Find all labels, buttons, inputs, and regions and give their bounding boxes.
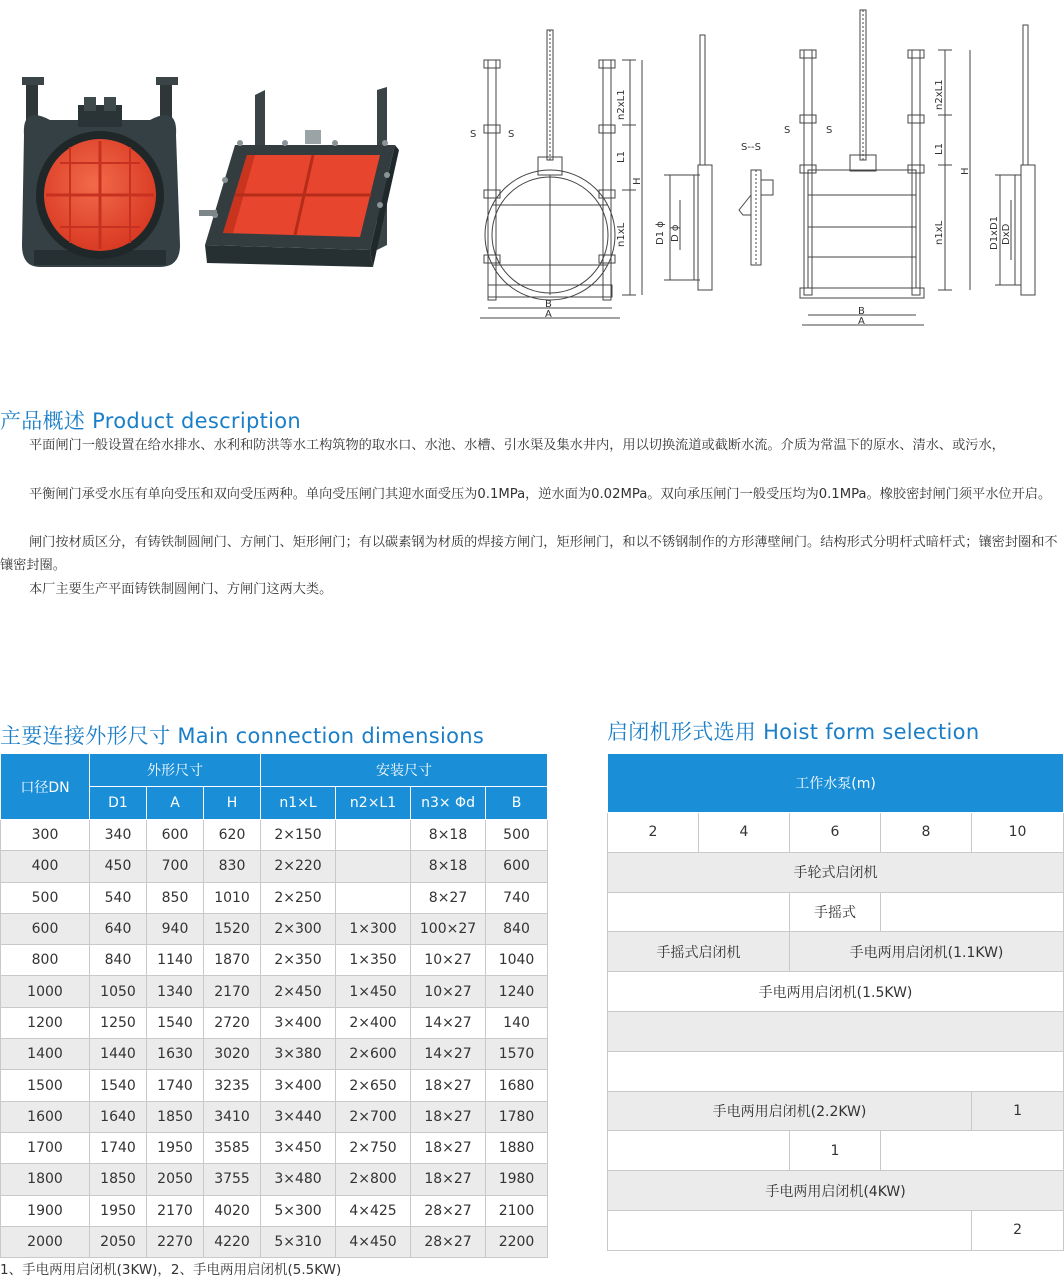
table-cell: 18×27 <box>411 1101 486 1132</box>
table-cell: 10×27 <box>411 976 486 1007</box>
label-a-2: A <box>858 316 865 327</box>
note-ref-1a: 1 <box>972 1091 1064 1131</box>
table-cell: 1900 <box>1 1195 90 1226</box>
table-cell: 1140 <box>147 945 204 976</box>
table-cell: 2270 <box>147 1226 204 1257</box>
table-cell: 2×150 <box>261 820 336 851</box>
empty-cell <box>608 1210 972 1250</box>
table-cell: 8×18 <box>411 820 486 851</box>
table-row <box>1 882 548 913</box>
table-cell: 1040 <box>486 945 548 976</box>
table-cell: 3410 <box>204 1101 261 1132</box>
table-cell: 500 <box>1 882 90 913</box>
table-cell: 5×300 <box>261 1195 336 1226</box>
table-cell: 1740 <box>90 1132 147 1163</box>
dimensions-heading: 主要连接外形尺寸 Main connection dimensions <box>0 724 485 748</box>
table-cell: 700 <box>147 851 204 882</box>
table-cell: 8×27 <box>411 882 486 913</box>
label-n1xl: n1xL <box>616 222 627 247</box>
label-d1xd1: D1xD1 <box>989 215 1000 250</box>
table-cell: 4220 <box>204 1226 261 1257</box>
table-cell: 2×750 <box>336 1132 411 1163</box>
label-s-section: S--S <box>741 142 761 153</box>
hand-crank-hoist: 手摇式启闭机 <box>608 932 790 972</box>
table-cell: 3×440 <box>261 1101 336 1132</box>
hand-crank: 手摇式 <box>790 892 881 932</box>
table-cell: 2×300 <box>261 913 336 944</box>
table-row <box>1 1007 548 1038</box>
square-gate-drawing <box>780 5 980 335</box>
table-cell: 840 <box>90 945 147 976</box>
table-cell: 620 <box>204 820 261 851</box>
table-cell: 18×27 <box>411 1164 486 1195</box>
label-n1xl-2: n1xL <box>934 220 945 245</box>
header-n3xd: n3× Φd <box>411 787 486 820</box>
empty-cell <box>881 1131 1064 1171</box>
header-n2xl1: n2×L1 <box>336 787 411 820</box>
square-gate-side-drawing <box>985 20 1060 305</box>
table-cell: 1440 <box>90 1039 147 1070</box>
table-row <box>1 945 548 976</box>
table-cell: 1880 <box>486 1132 548 1163</box>
table-cell: 600 <box>1 913 90 944</box>
table-cell: 14×27 <box>411 1007 486 1038</box>
table-cell: 2×350 <box>261 945 336 976</box>
table-cell: 1340 <box>147 976 204 1007</box>
table-cell: 1680 <box>486 1070 548 1101</box>
table-cell: 600 <box>486 851 548 882</box>
dimensions-table <box>0 753 548 1258</box>
table-cell: 2170 <box>204 976 261 1007</box>
table-cell: 18×27 <box>411 1132 486 1163</box>
table-cell: 1950 <box>147 1132 204 1163</box>
header-b: B <box>486 787 548 820</box>
head-value-2: 2 <box>608 813 699 853</box>
table-row <box>1 1070 548 1101</box>
table-cell: 1000 <box>1 976 90 1007</box>
label-d1-phi: D1 ϕ <box>655 221 666 245</box>
table-cell: 740 <box>486 882 548 913</box>
hoist-table <box>607 753 1064 1251</box>
empty-cell <box>608 1131 790 1171</box>
header-d1: D1 <box>90 787 147 820</box>
table-cell: 2×700 <box>336 1101 411 1132</box>
square-gate-photo <box>195 85 400 275</box>
table-cell: 28×27 <box>411 1226 486 1257</box>
round-gate-drawing <box>470 25 650 325</box>
label-l1: L1 <box>616 151 627 163</box>
table-row <box>1 1195 548 1226</box>
description-paragraph-1: 平面闸门一般设置在给水排水、水利和防洪等水工构筑物的取水口、水池、水槽、引水渠及集水井内，用以切换流道或截断水流。介质为常温下的原水、清水、或污水， <box>29 438 1005 453</box>
head-value-6: 6 <box>790 813 881 853</box>
table-cell <box>336 851 411 882</box>
header-installation-dimensions: 安装尺寸 <box>261 754 548 787</box>
label-s-left: S <box>470 129 477 140</box>
table-cell: 1500 <box>1 1070 90 1101</box>
table-row <box>1 1039 548 1070</box>
table-cell: 840 <box>486 913 548 944</box>
description-paragraph-4: 本厂主要生产平面铸铁制圆闸门、方闸门这两大类。 <box>29 582 333 597</box>
round-gate-side-drawing <box>650 25 720 300</box>
table-cell: 500 <box>486 820 548 851</box>
table-cell: 2720 <box>204 1007 261 1038</box>
label-n2xl1: n2xL1 <box>616 89 627 120</box>
label-h-2: H <box>960 167 971 175</box>
empty-cell <box>881 892 1064 932</box>
empty-row <box>608 1011 1064 1051</box>
table-row <box>1 851 548 882</box>
table-cell: 3×480 <box>261 1164 336 1195</box>
table-cell: 300 <box>1 820 90 851</box>
table-cell: 2100 <box>486 1195 548 1226</box>
table-cell: 2170 <box>147 1195 204 1226</box>
table-cell: 540 <box>90 882 147 913</box>
table-cell: 3235 <box>204 1070 261 1101</box>
table-cell: 1570 <box>486 1039 548 1070</box>
table-cell: 1540 <box>147 1007 204 1038</box>
table-cell: 1700 <box>1 1132 90 1163</box>
table-cell: 2×250 <box>261 882 336 913</box>
label-b-2: B <box>858 306 865 317</box>
table-row <box>1 1132 548 1163</box>
table-cell: 1630 <box>147 1039 204 1070</box>
header-h: H <box>204 787 261 820</box>
table-cell: 1050 <box>90 976 147 1007</box>
table-cell: 100×27 <box>411 913 486 944</box>
table-cell: 14×27 <box>411 1039 486 1070</box>
empty-row <box>608 1051 1064 1091</box>
dual-hoist-2-2kw: 手电两用启闭机(2.2KW) <box>608 1091 972 1131</box>
table-cell: 4×425 <box>336 1195 411 1226</box>
table-cell: 4020 <box>204 1195 261 1226</box>
handwheel-hoist: 手轮式启闭机 <box>608 852 1064 892</box>
table-cell: 1010 <box>204 882 261 913</box>
table-cell: 1800 <box>1 1164 90 1195</box>
head-value-4: 4 <box>699 813 790 853</box>
table-cell: 830 <box>204 851 261 882</box>
table-cell: 140 <box>486 1007 548 1038</box>
dual-hoist-1-5kw: 手电两用启闭机(1.5KW) <box>608 972 1064 1012</box>
label-a: A <box>545 309 552 320</box>
table-row <box>1 913 548 944</box>
table-cell: 1250 <box>90 1007 147 1038</box>
label-dxd: DxD <box>1001 223 1012 245</box>
table-cell: 1240 <box>486 976 548 1007</box>
table-cell: 18×27 <box>411 1070 486 1101</box>
table-cell: 800 <box>1 945 90 976</box>
empty-cell <box>608 892 790 932</box>
table-cell: 2050 <box>147 1164 204 1195</box>
table-cell: 2×600 <box>336 1039 411 1070</box>
table-cell: 340 <box>90 820 147 851</box>
label-n2xl1-2: n2xL1 <box>934 79 945 110</box>
header-dn: 口径DN <box>1 754 90 820</box>
table-cell: 2×650 <box>336 1070 411 1101</box>
header-working-head: 工作水泵(m) <box>608 754 1064 813</box>
table-cell: 2000 <box>1 1226 90 1257</box>
header-outline-dimensions: 外形尺寸 <box>90 754 261 787</box>
hoist-heading: 启闭机形式选用 Hoist form selection <box>607 720 980 744</box>
table-cell <box>336 882 411 913</box>
table-cell: 640 <box>90 913 147 944</box>
dual-hoist-4kw: 手电两用启闭机(4KW) <box>608 1171 1064 1211</box>
label-s-right: S <box>508 129 515 140</box>
table-cell: 940 <box>147 913 204 944</box>
table-cell: 3×400 <box>261 1007 336 1038</box>
label-s-right-2: S <box>826 125 833 136</box>
note-ref-2: 2 <box>972 1210 1064 1250</box>
header-a: A <box>147 787 204 820</box>
header-n1xl: n1×L <box>261 787 336 820</box>
table-cell: 1×350 <box>336 945 411 976</box>
label-l1-2: L1 <box>934 143 945 155</box>
product-description-heading: 产品概述 Product description <box>0 409 302 433</box>
label-s-left-2: S <box>784 125 791 136</box>
table-cell: 3585 <box>204 1132 261 1163</box>
label-d-phi: D ϕ <box>670 224 681 242</box>
table-row <box>1 1101 548 1132</box>
round-gate-photo <box>20 75 185 275</box>
table-row <box>1 1164 548 1195</box>
table-cell: 1×450 <box>336 976 411 1007</box>
head-value-8: 8 <box>881 813 972 853</box>
label-h: H <box>632 177 643 185</box>
table-cell: 1520 <box>204 913 261 944</box>
table-cell: 1950 <box>90 1195 147 1226</box>
table-row <box>1 820 548 851</box>
table-row <box>1 976 548 1007</box>
table-cell: 1740 <box>147 1070 204 1101</box>
table-cell: 450 <box>90 851 147 882</box>
table-cell: 5×310 <box>261 1226 336 1257</box>
table-cell: 1200 <box>1 1007 90 1038</box>
table-cell: 8×18 <box>411 851 486 882</box>
table-cell: 2×220 <box>261 851 336 882</box>
table-cell: 1400 <box>1 1039 90 1070</box>
table-cell: 850 <box>147 882 204 913</box>
table-row <box>1 1226 548 1257</box>
table-cell: 1850 <box>90 1164 147 1195</box>
description-paragraph-2: 平衡闸门承受水压有单向受压和双向受压两种。单向受压闸门其迎水面受压为0.1MPa，逆水面为0.02MPa。双向承压闸门一般受压均为0.1MPa。橡胶密封闸门须平水位开启。 <box>29 487 1052 502</box>
section-drawing <box>735 140 785 270</box>
table-cell: 4×450 <box>336 1226 411 1257</box>
table-cell: 600 <box>147 820 204 851</box>
table-cell: 1870 <box>204 945 261 976</box>
table-cell: 3020 <box>204 1039 261 1070</box>
table-cell: 1×300 <box>336 913 411 944</box>
table-cell: 3×450 <box>261 1132 336 1163</box>
table-cell: 2×400 <box>336 1007 411 1038</box>
note-ref-1b: 1 <box>790 1131 881 1171</box>
table-cell: 3755 <box>204 1164 261 1195</box>
table-cell <box>336 820 411 851</box>
table-cell: 1640 <box>90 1101 147 1132</box>
table-cell: 3×400 <box>261 1070 336 1101</box>
table-cell: 1980 <box>486 1164 548 1195</box>
table-cell: 1850 <box>147 1101 204 1132</box>
head-value-10: 10 <box>972 813 1064 853</box>
table-cell: 1540 <box>90 1070 147 1101</box>
table-cell: 28×27 <box>411 1195 486 1226</box>
description-paragraph-3: 闸门按材质区分，有铸铁制圆闸门、方闸门、矩形闸门；有以碳素钢为材质的焊接方闸门，矩形闸门，和以不锈钢制作的方形薄壁闸门。结构形式分明杆式暗杆式；镶密封圈和不镶密封圈。 <box>0 535 1058 573</box>
table-cell: 1600 <box>1 1101 90 1132</box>
table-cell: 3×380 <box>261 1039 336 1070</box>
table-cell: 1780 <box>486 1101 548 1132</box>
table-cell: 400 <box>1 851 90 882</box>
footnote: 1、手电两用启闭机(3KW)，2、手电两用启闭机(5.5KW) <box>0 1262 342 1278</box>
table-cell: 10×27 <box>411 945 486 976</box>
dual-hoist-1-1kw: 手电两用启闭机(1.1KW) <box>790 932 1064 972</box>
table-cell: 2×800 <box>336 1164 411 1195</box>
table-cell: 2050 <box>90 1226 147 1257</box>
table-cell: 2200 <box>486 1226 548 1257</box>
label-b: B <box>545 299 552 310</box>
table-cell: 2×450 <box>261 976 336 1007</box>
